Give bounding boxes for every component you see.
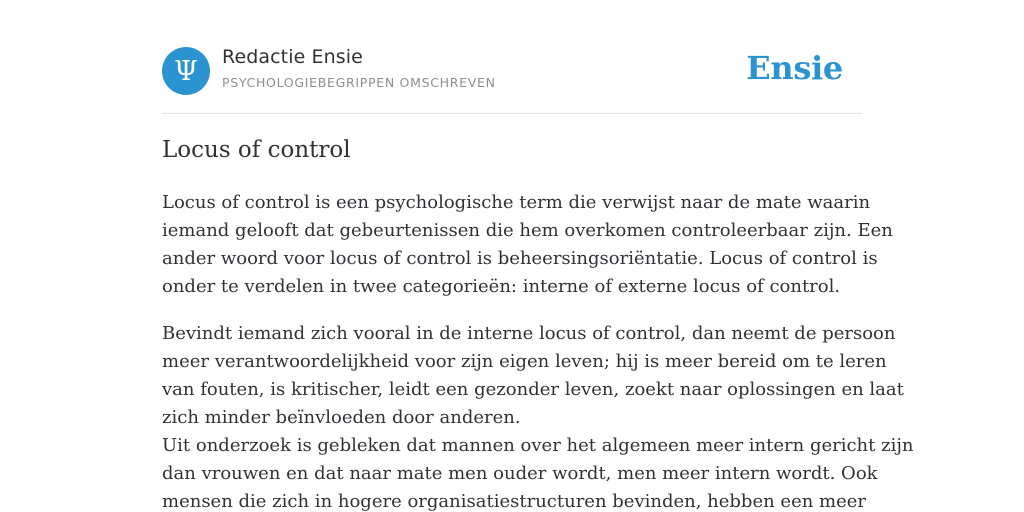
paragraph-1 [162, 189, 893, 301]
paragraph-2 [162, 320, 914, 512]
brand-logo[interactable]: Ensie [746, 49, 843, 87]
text-line: meer verantwoordelijkheid voor zijn eigen leven; hij is meer bereid om te leren [162, 351, 887, 372]
header [162, 46, 862, 114]
text-line: Bevindt iemand zich vooral in de interne locus of control, dan neemt de persoon [162, 323, 896, 344]
text-line: iemand gelooft dat gebeurtenissen die hem overkomen controleerbaar zijn. Een [162, 220, 893, 241]
text-line: dan vrouwen en dat naar mate men ouder wordt, men meer intern wordt. Ook [162, 463, 878, 484]
text-line: zich minder beïnvloeden door anderen. [162, 407, 521, 428]
text-line: Locus of control is een psychologische term die verwijst naar de mate waarin [162, 192, 871, 213]
text-line: ander woord voor locus of control is beheersingsoriëntatie. Locus of control is [162, 248, 878, 269]
author-tagline: PSYCHOLOGIEBEGRIPPEN OMSCHREVEN [222, 75, 496, 90]
psi-logo-icon: Ψ [162, 47, 210, 95]
text-line: onder te verdelen in twee categorieën: interne of externe locus of control. [162, 276, 841, 297]
text-line: van fouten, is kritischer, leidt een gezonder leven, zoekt naar oplossingen en laat [162, 379, 904, 400]
text-line: Uit onderzoek is gebleken dat mannen over het algemeen meer intern gericht zijn [162, 435, 914, 456]
article-body [162, 189, 914, 512]
author-name[interactable]: Redactie Ensie [222, 46, 363, 68]
text-line: mensen die zich in hogere organisatiestructuren bevinden, hebben een meer [162, 491, 867, 512]
page-title: Locus of control [162, 137, 351, 163]
